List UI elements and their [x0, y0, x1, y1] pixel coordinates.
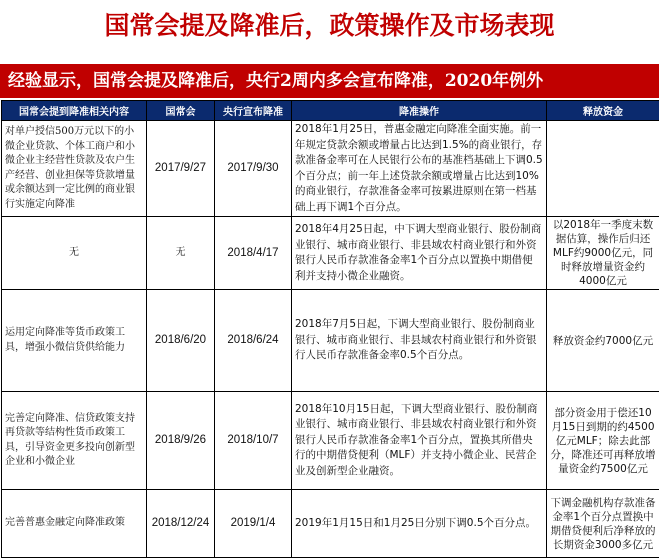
- cell-content: 运用定向降准等货币政策工具，增强小微信贷供给能力: [2, 290, 147, 392]
- cell-pboc-date: 2018/4/17: [215, 217, 292, 290]
- header-state-council: 国常会: [147, 101, 215, 121]
- cell-state-council-date: 2018/9/26: [147, 392, 215, 490]
- page-title: 国常会提及降准后，政策操作及市场表现: [104, 11, 555, 40]
- cell-operation: 2018年4月25日起，中下调大型商业银行、股份制商业银行、城市商业银行、非县域农村商业银行和外资银行人民币存款准备金率1个百分点以置换中期借便利并支持小微企业融资。: [292, 217, 547, 290]
- cell-pboc-date: 2018/6/24: [215, 290, 292, 392]
- cell-operation: 2018年7月5日起，下调大型商业银行、股份制商业银行、城市商业银行、非县域农村商业银行和外资银行人民币存款准备金率0.5个百分点。: [292, 290, 547, 392]
- cell-funds: [547, 121, 659, 217]
- cell-state-council-date: 2017/9/27: [147, 121, 215, 217]
- table-row: [2, 217, 659, 290]
- cell-state-council-date: 无: [147, 217, 215, 290]
- cell-state-council-date: 2018/12/24: [147, 490, 215, 558]
- cell-state-council-date: 2018/6/20: [147, 290, 215, 392]
- table-header-row: [2, 101, 659, 121]
- table-row: [2, 290, 659, 392]
- table-row: [2, 490, 659, 558]
- cell-funds: 下调金融机构存款准备金率1个百分点置换中期借贷便利后净释放的长期资金3000多亿元: [547, 490, 659, 558]
- header-operation: 降准操作: [292, 101, 547, 121]
- cell-operation: 2018年10月15日起，下调大型商业银行、股份制商业银行、城市商业银行、非县域农村商业银行和外资银行人民币存款准备金率1个百分点，置换其所借央行的中期借贷便利（MLF）并支持小微企业、民营企业及创新型企业融资。: [292, 392, 547, 490]
- cell-operation: 2018年1月25日，普惠金融定向降准全面实施。前一年规定贷款余额或增量占比达到1.5%的商业银行，存款准备金率可在人民银行公布的基准档基础上下调0.5个百分点；前一年上述贷款余额或增量占比达到10%的商业银行，存款准备金率可按累进原则在第一档基础上再下调1个百分点。: [292, 121, 547, 217]
- policy-table: [1, 100, 659, 558]
- cell-pboc-date: 2019/1/4: [215, 490, 292, 558]
- header-content: 国常会提到降准相关内容: [2, 101, 147, 121]
- cell-content: 无: [2, 217, 147, 290]
- cell-pboc-date: 2017/9/30: [215, 121, 292, 217]
- cell-content: 完善定向降准、信贷政策支持再贷款等结构性货币政策工具，引导资金更多投向创新型企业和小微企业: [2, 392, 147, 490]
- cell-pboc-date: 2018/10/7: [215, 392, 292, 490]
- header-funds: 释放资金: [547, 101, 659, 121]
- cell-content: 完善普惠金融定向降准政策: [2, 490, 147, 558]
- cell-funds: 释放资金约7000亿元: [547, 290, 659, 392]
- header-pboc-announce: 央行宣布降准: [215, 101, 292, 121]
- summary-banner: 经验显示，国常会提及降准后，央行2周内多会宣布降准，2020年例外: [0, 64, 659, 98]
- cell-funds: 部分资金用于偿还10月15日到期的约4500亿元MLF；除去此部分，降准还可再释放增量资金约7500亿元: [547, 392, 659, 490]
- cell-operation: 2019年1月15日和1月25日分别下调0.5个百分点。: [292, 490, 547, 558]
- cell-funds: 以2018年一季度末数据估算，操作后归还MLF约9000亿元，同时释放增量资金约4000亿元: [547, 217, 659, 290]
- table-row: [2, 121, 659, 217]
- table-row: [2, 392, 659, 490]
- cell-content: 对单户授信500万元以下的小微企业贷款、个体工商户和小微企业主经营性贷款及农户生产经营、创业担保等贷款增量或余额达到一定比例的商业银行实施定向降准: [2, 121, 147, 217]
